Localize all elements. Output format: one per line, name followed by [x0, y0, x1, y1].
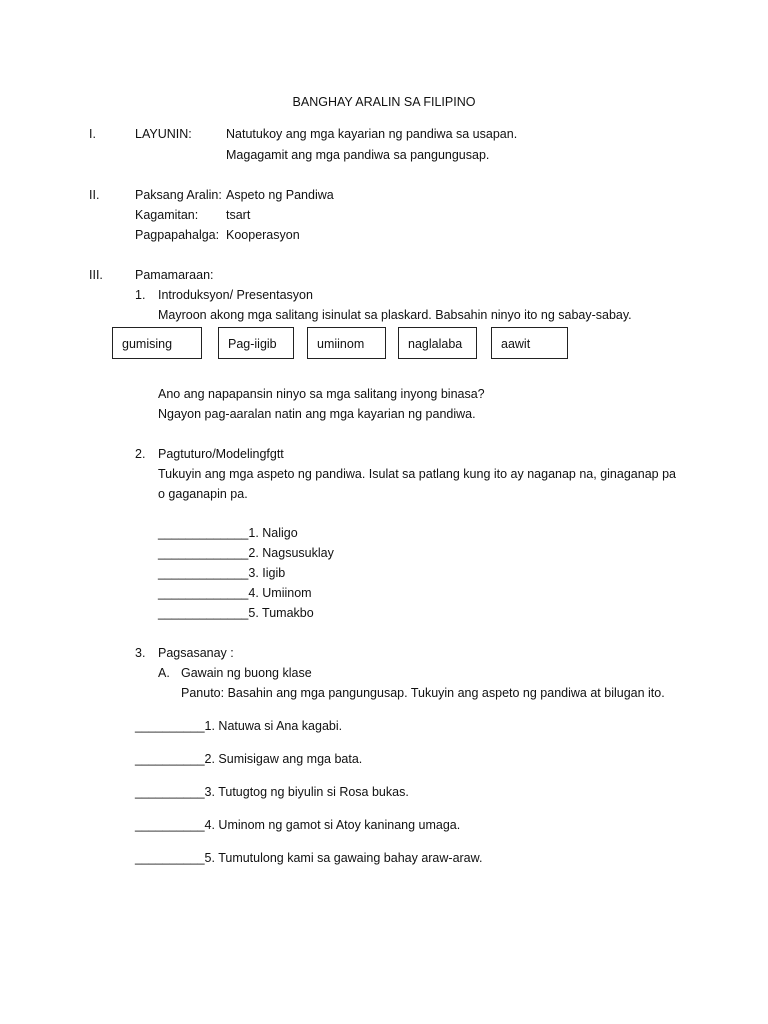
- step-3-number: 3.: [135, 646, 146, 660]
- practice-item: __________4. Uminom ng gamot si Atoy kaninang umaga.: [135, 818, 461, 832]
- step-2-instruction: o gaganapin pa.: [158, 487, 248, 501]
- practice-item: __________3. Tutugtog ng biyulin si Rosa bukas.: [135, 785, 409, 799]
- word-card: umiinom: [307, 327, 386, 359]
- materials-label: Kagamitan:: [135, 208, 199, 222]
- topic-label: Paksang Aralin:: [135, 188, 222, 202]
- step-1-heading: Introduksyon/ Presentasyon: [158, 288, 313, 302]
- word-card: Pag-iigib: [218, 327, 294, 359]
- step-1-text: Mayroon akong mga salitang isinulat sa plaskard. Babsahin ninyo ito ng sabay-sabay.: [158, 308, 632, 322]
- step-2-number: 2.: [135, 447, 146, 461]
- objective-line: Natutukoy ang mga kayarian ng pandiwa sa usapan.: [226, 127, 518, 141]
- exercise-item: _____________2. Nagsusuklay: [158, 546, 334, 560]
- materials-value: tsart: [226, 208, 251, 222]
- question-line: Ano ang napapansin ninyo sa mga salitang inyong binasa?: [158, 387, 485, 401]
- word-card: aawit: [491, 327, 568, 359]
- values-value: Kooperasyon: [226, 228, 300, 242]
- document-title: BANGHAY ARALIN SA FILIPINO: [292, 95, 476, 109]
- topic-value: Aspeto ng Pandiwa: [226, 188, 334, 202]
- word-card: gumising: [112, 327, 202, 359]
- section-3-number: III.: [89, 268, 103, 282]
- exercise-item: _____________4. Umiinom: [158, 586, 312, 600]
- section-1-number: I.: [89, 127, 96, 141]
- activity-heading: Gawain ng buong klase: [181, 666, 312, 680]
- activity-instructions: Panuto: Basahin ang mga pangungusap. Tukuyin ang aspeto ng pandiwa at bilugan ito.: [181, 686, 665, 700]
- activity-letter: A.: [158, 666, 170, 680]
- step-2-instruction: Tukuyin ang mga aspeto ng pandiwa. Isulat sa patlang kung ito ay naganap na, ginaganap pa: [158, 467, 676, 481]
- question-line: Ngayon pag-aaralan natin ang mga kayarian ng pandiwa.: [158, 407, 476, 421]
- step-3-heading: Pagsasanay :: [158, 646, 234, 660]
- section-1-label: LAYUNIN:: [135, 127, 192, 141]
- exercise-item: _____________3. Iigib: [158, 566, 286, 580]
- values-label: Pagpapahalga:: [135, 228, 220, 242]
- exercise-item: _____________5. Tumakbo: [158, 606, 314, 620]
- objective-line: Magagamit ang mga pandiwa sa pangungusap.: [226, 148, 490, 162]
- word-card: naglalaba: [398, 327, 477, 359]
- step-1-number: 1.: [135, 288, 146, 302]
- practice-item: __________2. Sumisigaw ang mga bata.: [135, 752, 363, 766]
- step-2-heading: Pagtuturo/Modelingfgtt: [158, 447, 284, 461]
- section-3-label: Pamamaraan:: [135, 268, 214, 282]
- section-2-number: II.: [89, 188, 100, 202]
- practice-item: __________1. Natuwa si Ana kagabi.: [135, 719, 343, 733]
- exercise-item: _____________1. Naligo: [158, 526, 298, 540]
- practice-item: __________5. Tumutulong kami sa gawaing bahay araw-araw.: [135, 851, 483, 865]
